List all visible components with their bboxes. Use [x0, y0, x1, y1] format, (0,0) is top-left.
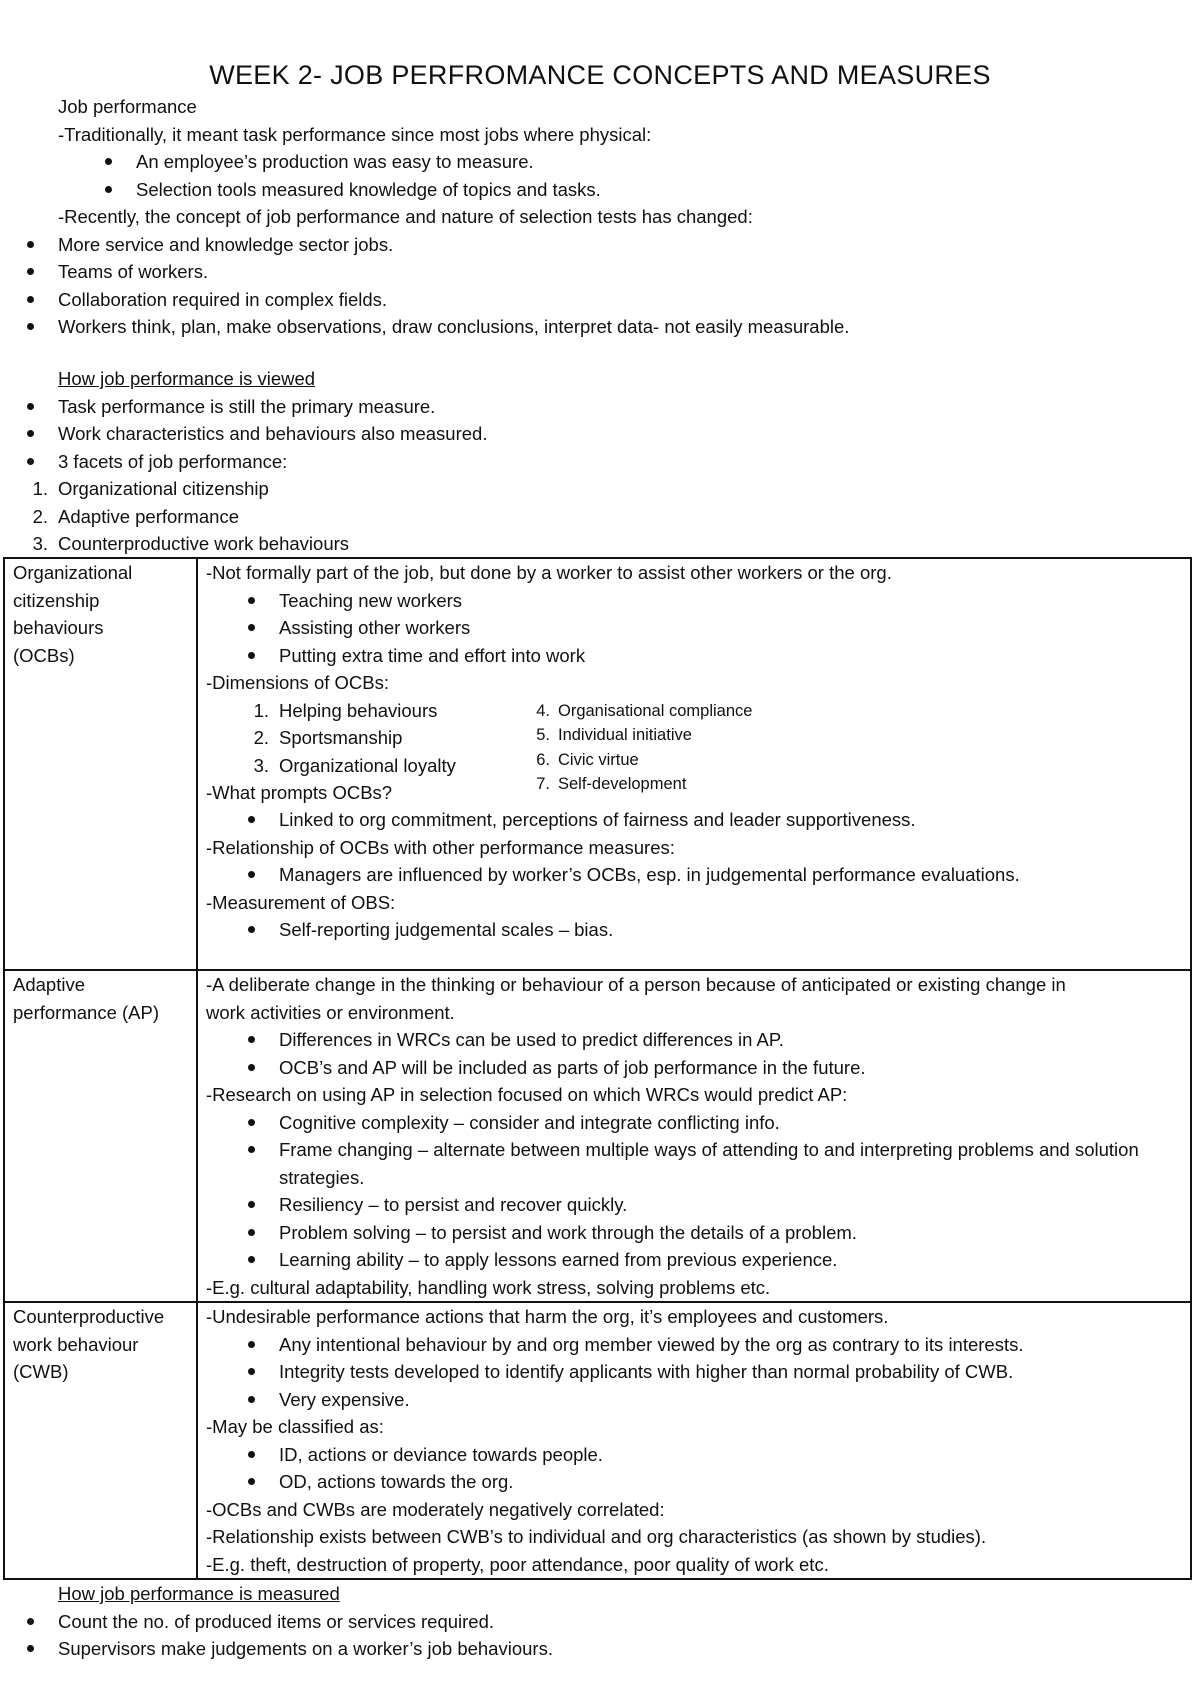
ap-research-list: [279, 1109, 1179, 1274]
ocb-dimensions-right: [536, 699, 753, 797]
list-item: Very expensive.: [279, 1386, 1184, 1414]
list-item: 3. Organizational loyalty: [253, 754, 456, 776]
measured-section: [58, 1580, 1158, 1663]
list-item: 3. Counterproductive work behaviours: [32, 533, 350, 554]
list-item: 2. Adaptive performance: [32, 505, 239, 527]
list-item: Linked to org commitment, perceptions of fairness and leader supportiveness.: [279, 806, 1184, 834]
recent-text: -Recently, the concept of job performance and nature of selection tests has changed:: [58, 206, 753, 227]
list-item: More service and knowledge sector jobs.: [58, 231, 1158, 259]
list-item: Problem solving – to persist and work through the details of a problem.: [279, 1219, 1179, 1247]
facets-list: [32, 475, 1158, 558]
list-item: Supervisors make judgements on a worker’s job behaviours.: [58, 1635, 1158, 1663]
cwb-def-list: [279, 1331, 1184, 1414]
traditional-text: -Traditionally, it meant task performance since most jobs where physical:: [58, 123, 652, 145]
ap-definition-line-1: -A deliberate change in the thinking or behaviour of a person because of anticipated or existing change in: [206, 974, 1066, 995]
list-item: 5. Individual initiative: [536, 726, 692, 744]
ocb-dimensions-heading: -Dimensions of OCBs:: [206, 672, 389, 693]
row-content-cwb: [197, 1302, 1191, 1579]
ocb-measurement-list: [279, 916, 1184, 944]
list-item: Managers are influenced by worker’s OCBs, esp. in judgemental performance evaluations.: [279, 861, 1184, 889]
list-item: Learning ability – to apply lessons earned from previous experience.: [279, 1246, 1179, 1274]
list-item: Task performance is still the primary measure.: [58, 393, 1158, 421]
ocb-prompts-heading: -What prompts OCBs?: [206, 781, 393, 803]
list-item: ID, actions or deviance towards people.: [279, 1441, 1184, 1469]
row-label-ap: Adaptive performance (AP): [4, 970, 197, 1302]
list-item: Teaching new workers: [279, 587, 1184, 615]
list-item: Assisting other workers: [279, 614, 1184, 642]
list-item: Any intentional behaviour by and org member viewed by the org as contrary to its interests.: [279, 1331, 1184, 1359]
list-item: 2. Sportsmanship: [253, 727, 403, 748]
list-item: Frame changing – alternate between multiple ways of attending to and interpreting problems and solution strategies.: [279, 1136, 1179, 1191]
cwb-relationship: -Relationship exists between CWB’s to individual and org characteristics (as shown by studies).: [206, 1526, 987, 1547]
list-item: 7. Self-development: [536, 775, 687, 793]
list-item: 6. Civic virtue: [536, 750, 639, 769]
row-label-cwb: Counterproductive work behaviour (CWB): [4, 1302, 197, 1579]
list-item: Selection tools measured knowledge of topics and tasks.: [136, 176, 1158, 204]
list-item: Integrity tests developed to identify applicants with higher than normal probability of CWB.: [279, 1358, 1184, 1386]
ocb-prompts-list: [279, 806, 1184, 834]
list-item: Differences in WRCs can be used to predict differences in AP.: [279, 1026, 1184, 1054]
viewed-section: [32, 365, 1158, 558]
list-item: 1. Helping behaviours: [253, 699, 438, 721]
row-content-ocb: [197, 558, 1191, 970]
ap-def-list: [279, 1026, 1184, 1081]
list-item: Work characteristics and behaviours also measured.: [58, 420, 1158, 448]
table-row-cwb: [4, 1302, 1191, 1579]
facets-table: [3, 557, 1192, 1580]
ap-research-heading: -Research on using AP in selection focused on which WRCs would predict AP:: [206, 1084, 848, 1105]
list-item: Cognitive complexity – consider and integrate conflicting info.: [279, 1109, 1179, 1137]
list-item: Putting extra time and effort into work: [279, 642, 1184, 670]
list-item: Collaboration required in complex fields.: [58, 286, 1158, 314]
list-item: 3 facets of job performance:: [58, 448, 1158, 476]
table-row-ocb: [4, 558, 1191, 970]
measured-list: [58, 1608, 1158, 1663]
list-item: Count the no. of produced items or services required.: [58, 1608, 1158, 1636]
cwb-definition: -Undesirable performance actions that harm the org, it’s employees and customers.: [206, 1306, 889, 1327]
list-item: Resiliency – to persist and recover quickly.: [279, 1191, 1179, 1219]
list-item: Teams of workers.: [58, 258, 1158, 286]
cwb-classified-heading: -May be classified as:: [206, 1416, 384, 1437]
list-item: OCB’s and AP will be included as parts of job performance in the future.: [279, 1054, 1184, 1082]
list-item: 4. Organisational compliance: [536, 701, 753, 720]
ap-example: -E.g. cultural adaptability, handling work stress, solving problems etc.: [206, 1276, 771, 1298]
cwb-correlation: -OCBs and CWBs are moderately negatively correlated:: [206, 1498, 665, 1520]
ocb-relationship-list: [279, 861, 1184, 889]
list-item: Self-reporting judgemental scales – bias.: [279, 916, 1184, 944]
ocb-dimensions-left: [253, 697, 456, 780]
section-heading-job-performance: Job performance: [58, 96, 197, 117]
ocb-def-list: [279, 587, 1184, 670]
ocb-measurement-heading: -Measurement of OBS:: [206, 891, 396, 913]
traditional-list: [136, 148, 1158, 203]
row-content-ap: [197, 970, 1191, 1302]
list-item: Workers think, plan, make observations, draw conclusions, interpret data- not easily measurable.: [58, 313, 1158, 341]
list-item: OD, actions towards the org.: [279, 1468, 1184, 1496]
recent-list: [58, 231, 1158, 341]
list-item: An employee’s production was easy to measure.: [136, 148, 1158, 176]
intro-section: [58, 93, 1158, 341]
row-label-ocb: Organizational citizenship behaviours (OCBs): [4, 558, 197, 970]
cwb-classified-list: [279, 1441, 1184, 1496]
cwb-example: -E.g. theft, destruction of property, poor attendance, poor quality of work etc.: [206, 1553, 829, 1575]
section-heading-measured: How job performance is measured: [58, 1583, 340, 1604]
list-item: 1. Organizational citizenship: [32, 478, 269, 499]
ocb-definition: -Not formally part of the job, but done by a worker to assist other workers or the org.: [206, 562, 892, 583]
page-title: WEEK 2- JOB PERFROMANCE CONCEPTS AND MEASURES: [209, 60, 991, 90]
viewed-list: [58, 393, 1158, 476]
section-heading-viewed: How job performance is viewed: [58, 368, 316, 389]
table-row-ap: [4, 970, 1191, 1302]
ocb-relationship-heading: -Relationship of OCBs with other performance measures:: [206, 836, 675, 858]
ap-definition-line-2: work activities or environment.: [206, 1001, 455, 1023]
